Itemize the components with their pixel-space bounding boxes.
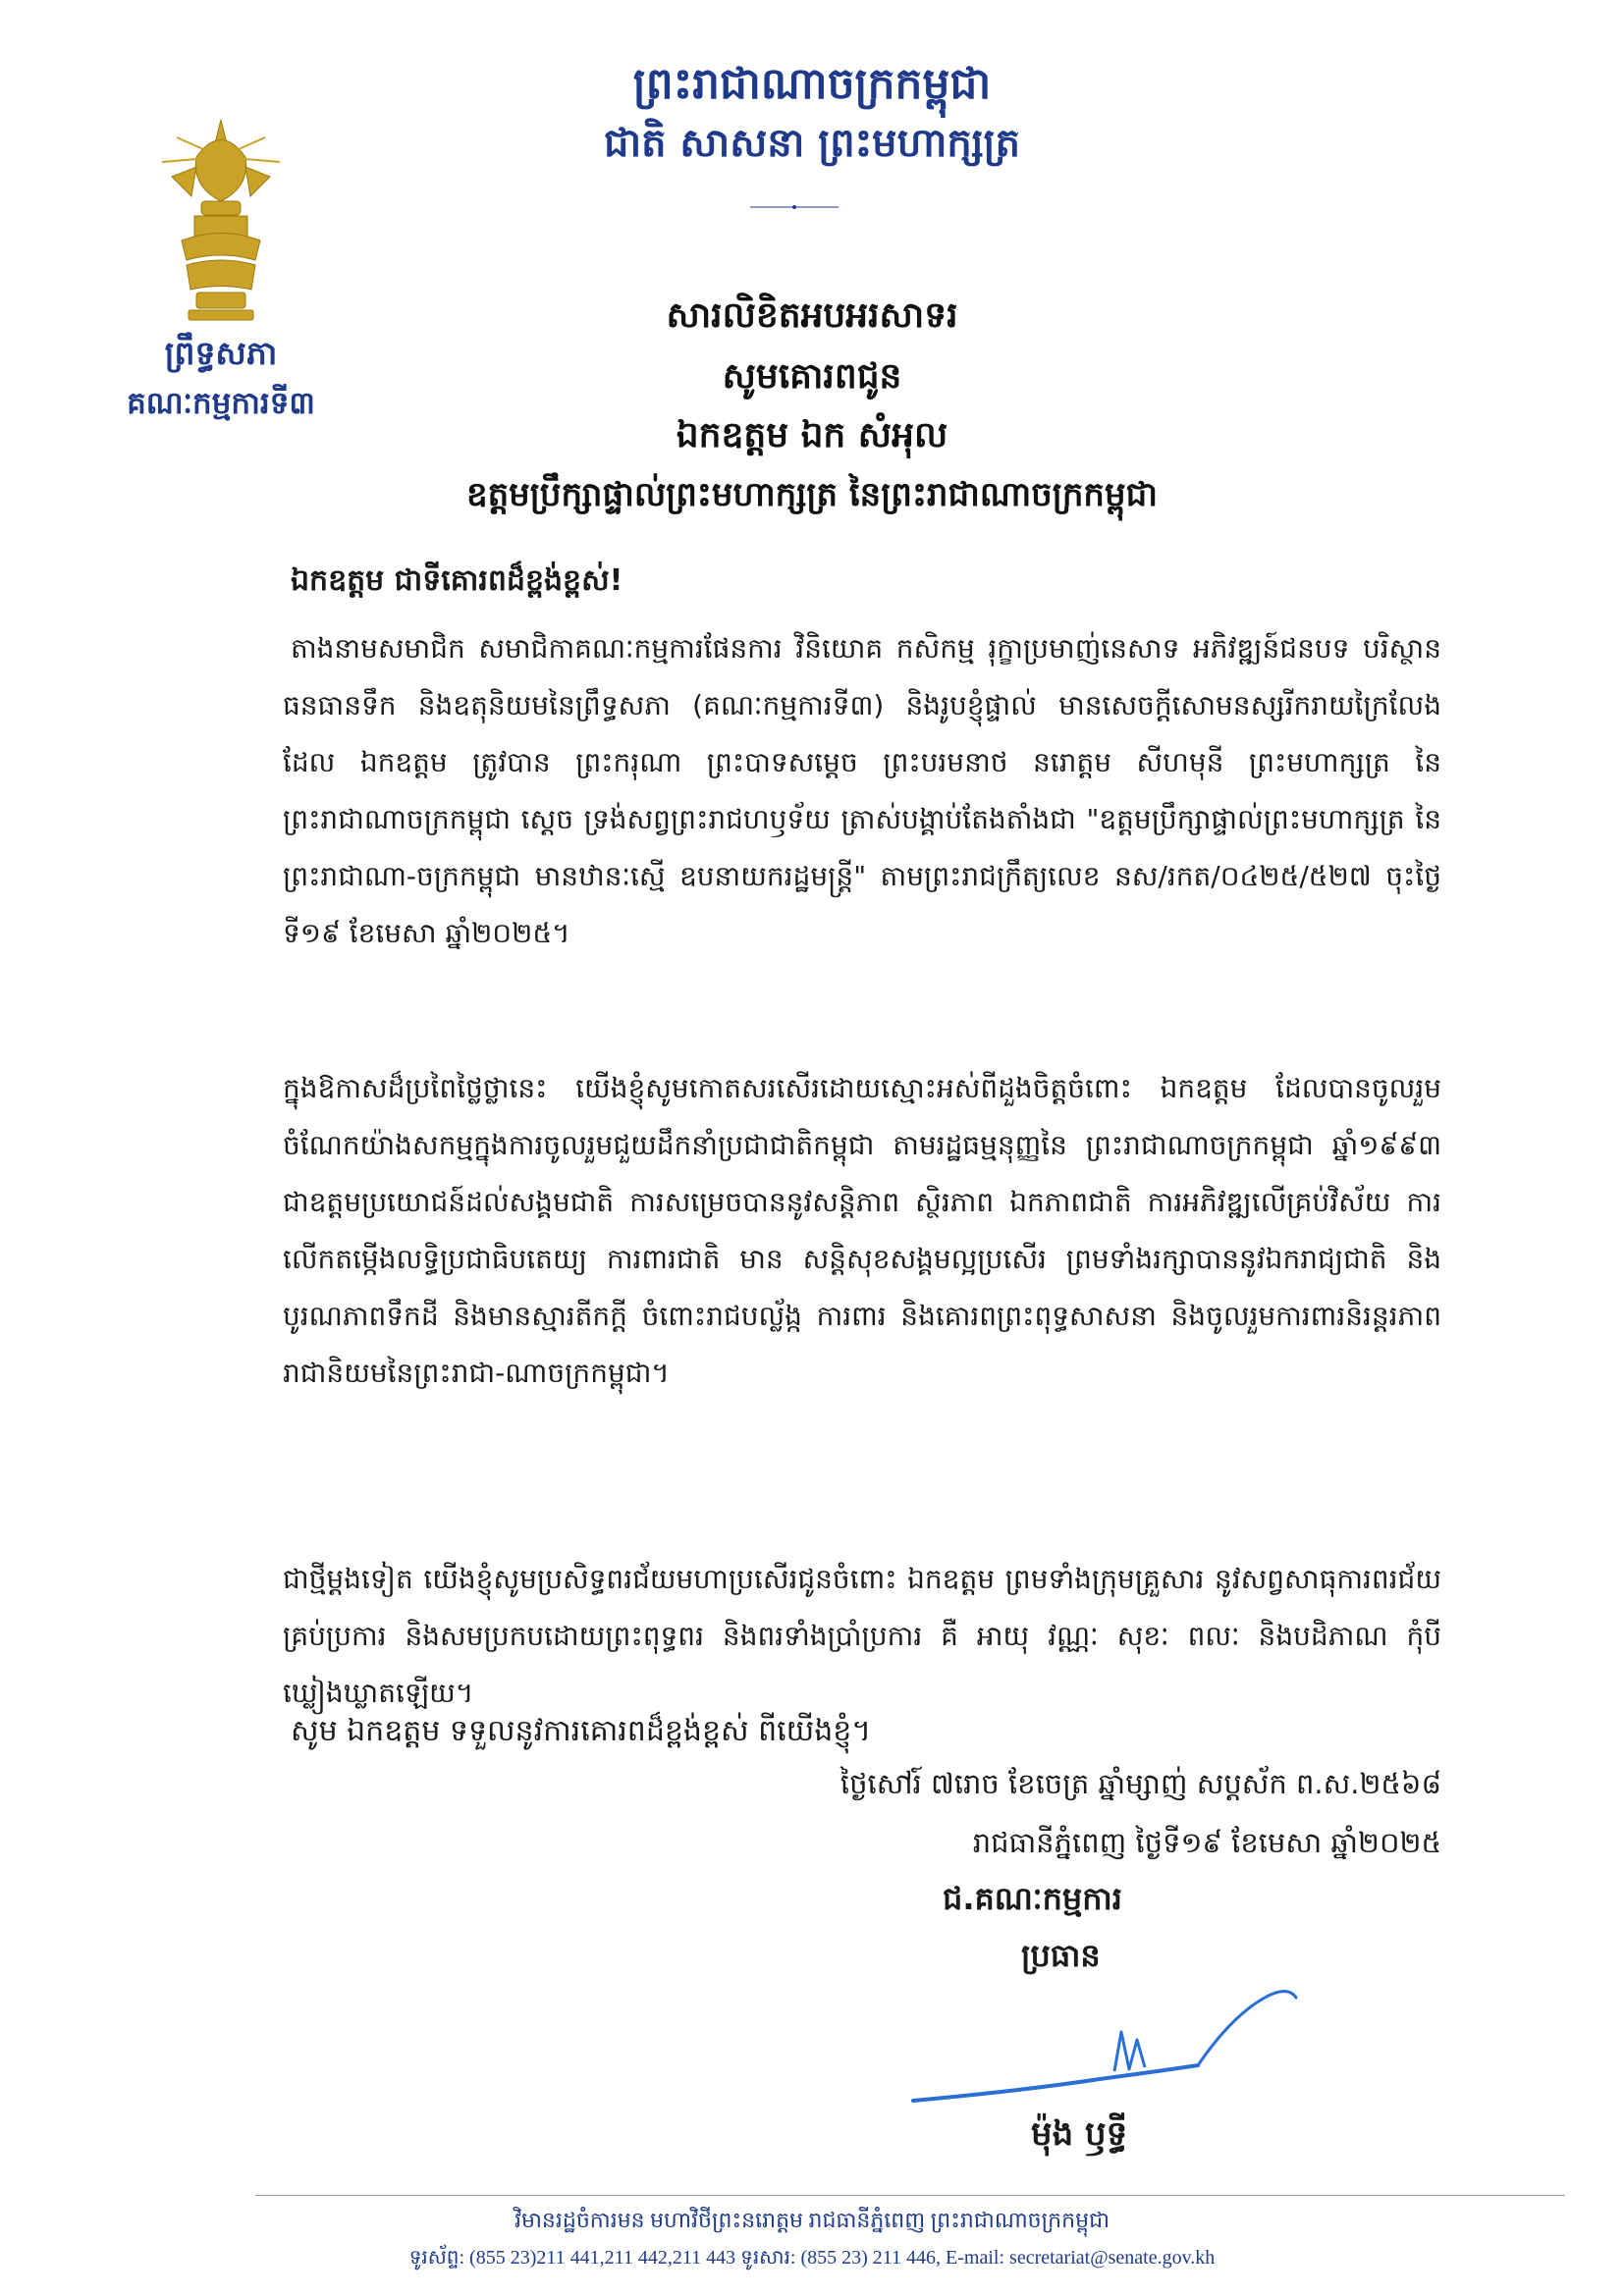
on-behalf-committee: ជ.គណៈកម្មការ: [943, 1880, 1122, 1917]
letter-addressed-to: សូមគោរពជូន: [722, 356, 902, 397]
footer-address: វិមានរដ្ឋចំការមន មហាវិថីព្រះនរោត្តម រាជធានីភ្នំពេញ ព្រះរាជាណាចក្រកម្ពុជា: [514, 2208, 1110, 2232]
closing-line: សូម ឯកឧត្តម ទទួលនូវការគោរពដ៏ខ្ពង់ខ្ពស់ ពីយើងខ្ញុំ។: [291, 1714, 872, 1748]
paragraph-1: តាងនាមសមាជិក សមាជិកាគណៈកម្មការផែនការ វិនិយោគ កសិកម្ម រុក្ខាប្រមាញ់នេសាទ អភិវឌ្ឍន៍ជនបទ បរិស្ថាន ធនធានទឹក និងឧតុនិយមនៃព្រឹទ្ធសភា (គណៈកម្មការទី៣) និងរូបខ្ញុំផ្ទាល់ មានសេចក្តីសោមនស្សរីករាយក្រៃលែង ដែល ឯកឧត្តម ត្រូវបាន ព្រះករុណា ព្រះបាទសម្តេច ព្រះបរមនាថ នរោត្តម សីហមុនី ព្រះមហាក្សត្រ នៃព្រះរាជាណាចក្រកម្ពុជា ស្តេច ទ្រង់សព្វព្រះរាជហឫទ័យ ត្រាស់បង្គាប់តែងតាំងជា "ឧត្តមប្រឹក្សាផ្ទាល់ព្រះមហាក្សត្រ នៃព្រះរាជាណា-ចក្រកម្ពុជា មានឋានៈស្មើ ឧបនាយករដ្ឋមន្ត្រី" តាមព្រះរាជក្រឹត្យលេខ នស/រកត/០៤២៥/៥២៧ ចុះថ្ងៃ ទី១៩ ខែមេសា ឆ្នាំ២០២៥។: [283, 632, 1441, 949]
national-motto: ជាតិ សាសនា ព្រះមហាក្សត្រ: [604, 121, 1020, 166]
senate-name: ព្រឹទ្ធសភា: [164, 334, 278, 372]
footer-divider: [255, 2195, 1565, 2196]
letter-title: សារលិខិតអបអរសាទរ: [666, 295, 958, 336]
lunar-date: ថ្ងៃសៅរ៍ ៧រោច ខែចេត្រ ឆ្នាំម្សាញ់ សប្តស័ក ព.ស.២៥៦៨: [839, 1767, 1441, 1800]
committee-name: គណៈកម្មការទី៣: [127, 386, 315, 421]
salutation: ឯកឧត្តម ជាទីគោរពដ៏ខ្ពង់ខ្ពស់!: [291, 563, 623, 598]
footer-contact: ទូរស័ព្ទ: (855 23)211 441,211 442,211 443 ទូរសារ: (855 23) 211 446, E-mail: secretariat@senate.gov.kh: [408, 2247, 1216, 2269]
recipient-name: ឯកឧត្តម ឯក សំអុល: [676, 415, 948, 455]
recipient-title: ឧត្តមប្រឹក្សាផ្ទាល់ព្រះមហាក្សត្រ នៃព្រះរាជាណាចក្រកម្ពុជា: [466, 475, 1158, 514]
divider-ornament: [750, 204, 839, 210]
handwritten-signature: [903, 1963, 1316, 2120]
kingdom-title: ព្រះរាជាណាចក្រកម្ពុជា: [632, 59, 992, 109]
paragraph-2: ក្នុងឱកាសដ៏ប្រពៃថ្លៃថ្លានេះ យើងខ្ញុំសូមកោតសរសើរដោយស្មោះអស់ពីដួងចិត្តចំពោះ ឯកឧត្តម ដែលបានចូលរួមចំណែកយ៉ាងសកម្មក្នុងការចូលរួមជួយដឹកនាំប្រជាជាតិកម្ពុជា តាមរដ្ឋធម្មនុញ្ញនៃ ព្រះរាជាណាចក្រកម្ពុជា ឆ្នាំ១៩៩៣ ជាឧត្តមប្រយោជន៍ដល់សង្គមជាតិ ការសម្រេចបាននូវសន្តិភាព ស្ថិរភាព ឯកភាពជាតិ ការអភិវឌ្ឍលើគ្រប់វិស័យ ការលើកតម្កើងលទ្ធិប្រជាធិបតេយ្យ ការពារជាតិ មាន សន្តិសុខសង្គមល្អប្រសើរ ព្រមទាំងរក្សាបាននូវឯករាជ្យជាតិ និងបូរណភាពទឹកដី និងមានស្មារតីកក្តី ចំពោះរាជបល្ល័ង្ក ការពារ និងគោរពព្រះពុទ្ធសាសនា និងចូលរួមការពារនិរន្តរភាពរាជានិយមនៃព្រះរាជា-ណាចក្រកម្ពុជា។: [283, 1072, 1441, 1389]
signatory-name: ម៉ុង ឫទ្ធី: [1031, 2114, 1128, 2154]
paragraph-3: ជាថ្មីម្តងទៀត យើងខ្ញុំសូមប្រសិទ្ធពរជ័យមហាប្រសើរជូនចំពោះ ឯកឧត្តម ព្រមទាំងក្រុមគ្រួសារ នូវសព្វសាធុការពរជ័យគ្រប់ប្រការ និងសមប្រកបដោយព្រះពុទ្ធពរ និងពរទាំងប្រាំប្រការ គឺ អាយុ វណ្ណៈ សុខៈ ពលៈ និងបដិភាណ កុំបីឃ្លៀងឃ្លាតឡើយ។: [283, 1563, 1441, 1709]
signatory-position: ប្រធាន: [1021, 1937, 1101, 1974]
solar-date: រាជធានីភ្នំពេញ ថ្ងៃទី១៩ ខែមេសា ឆ្នាំ២០២៥: [972, 1826, 1441, 1859]
